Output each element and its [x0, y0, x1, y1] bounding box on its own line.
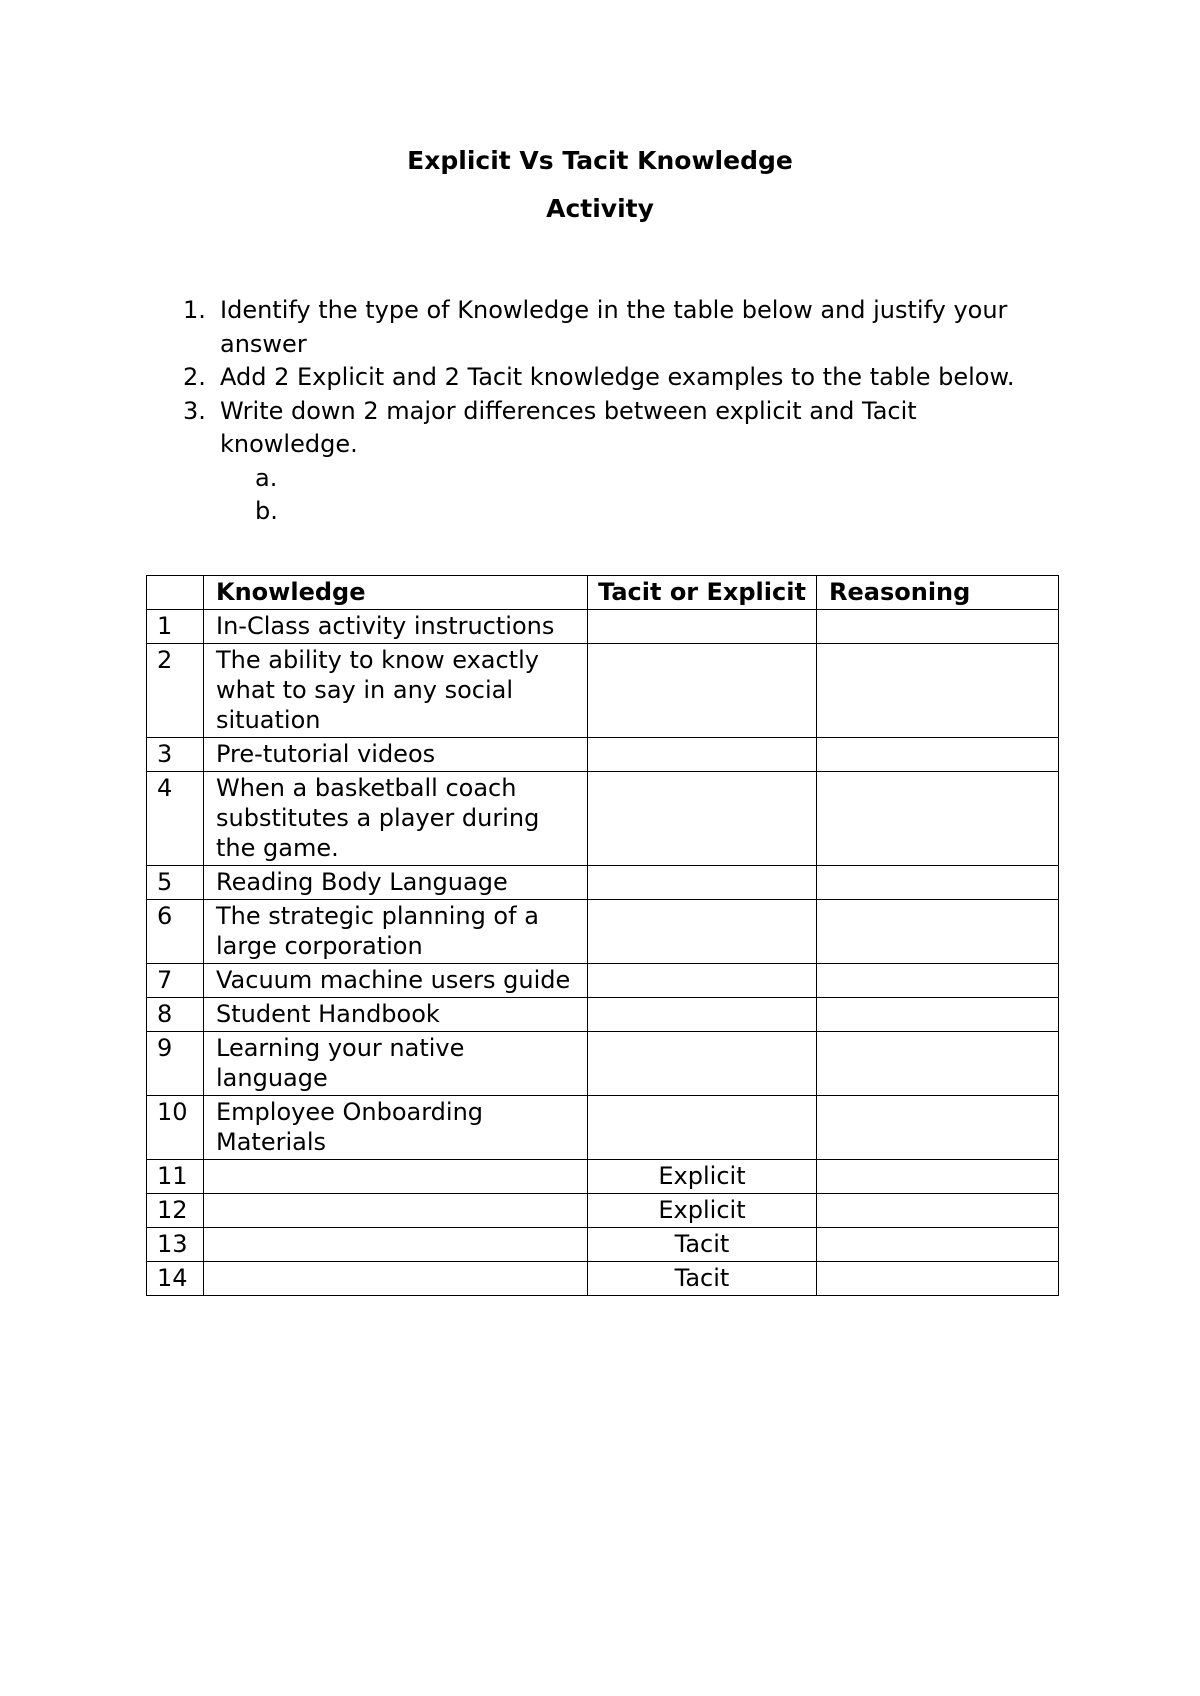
reasoning-cell — [817, 964, 1059, 998]
sub-item-letter: a. — [255, 463, 278, 492]
row-number: 12 — [147, 1194, 204, 1228]
instruction-item — [175, 395, 1045, 462]
knowledge-table — [146, 575, 1059, 1296]
sub-item — [175, 462, 1045, 496]
row-number: 1 — [147, 610, 204, 644]
knowledge-cell: Pre-tutorial videos — [204, 738, 588, 772]
type-cell — [588, 772, 817, 866]
row-number: 6 — [147, 900, 204, 964]
reasoning-cell — [817, 1096, 1059, 1160]
type-cell — [588, 738, 817, 772]
row-number: 9 — [147, 1032, 204, 1096]
table-header-row — [147, 576, 1059, 610]
reasoning-cell — [817, 866, 1059, 900]
header-knowledge: Knowledge — [204, 576, 588, 610]
table-row — [147, 772, 1059, 866]
reasoning-cell — [817, 738, 1059, 772]
reasoning-cell — [817, 1262, 1059, 1296]
row-number: 8 — [147, 998, 204, 1032]
row-number: 4 — [147, 772, 204, 866]
type-cell — [588, 964, 817, 998]
type-cell: Tacit — [588, 1228, 817, 1262]
table-row — [147, 1160, 1059, 1194]
row-number: 10 — [147, 1096, 204, 1160]
instruction-list — [175, 294, 1045, 529]
knowledge-cell: Learning your native language — [204, 1032, 588, 1096]
sub-item — [175, 495, 1045, 529]
type-cell — [588, 900, 817, 964]
row-number: 13 — [147, 1228, 204, 1262]
type-cell: Explicit — [588, 1194, 817, 1228]
type-cell: Explicit — [588, 1160, 817, 1194]
knowledge-cell — [204, 1194, 588, 1228]
knowledge-cell: Student Handbook — [204, 998, 588, 1032]
knowledge-cell — [204, 1262, 588, 1296]
header-number — [147, 576, 204, 610]
reasoning-cell — [817, 1032, 1059, 1096]
row-number: 5 — [147, 866, 204, 900]
sub-item-letter: b. — [255, 497, 278, 525]
instruction-text: Identify the type of Knowledge in the table below and justify your answer — [220, 296, 1008, 358]
type-cell — [588, 998, 817, 1032]
knowledge-cell: Vacuum machine users guide — [204, 964, 588, 998]
instruction-text: Add 2 Explicit and 2 Tacit knowledge examples to the table below. — [220, 363, 1015, 391]
knowledge-cell: In-Class activity instructions — [204, 610, 588, 644]
instruction-item — [175, 294, 1045, 361]
type-cell — [588, 610, 817, 644]
knowledge-cell: The strategic planning of a large corporation — [204, 900, 588, 964]
reasoning-cell — [817, 644, 1059, 738]
knowledge-cell: Employee Onboarding Materials — [204, 1096, 588, 1160]
table-row — [147, 964, 1059, 998]
instruction-number: 2. — [183, 363, 206, 391]
instruction-text: Write down 2 major differences between explicit and Tacit knowledge. — [220, 396, 917, 458]
table-row — [147, 1262, 1059, 1296]
reasoning-cell — [817, 772, 1059, 866]
knowledge-cell: The ability to know exactly what to say in any social situation — [204, 644, 588, 738]
type-cell — [588, 1032, 817, 1096]
table-row — [147, 1194, 1059, 1228]
type-cell — [588, 866, 817, 900]
type-cell: Tacit — [588, 1262, 817, 1296]
knowledge-cell: Reading Body Language — [204, 866, 588, 900]
table-row — [147, 1228, 1059, 1262]
knowledge-cell — [204, 1160, 588, 1194]
row-number: 2 — [147, 644, 204, 738]
header-type: Tacit or Explicit — [588, 576, 817, 610]
document-title: Explicit Vs Tacit Knowledge — [407, 146, 793, 175]
header-reasoning: Reasoning — [817, 576, 1059, 610]
instruction-number: 3. — [183, 396, 206, 425]
knowledge-cell — [204, 1228, 588, 1262]
row-number: 3 — [147, 738, 204, 772]
reasoning-cell — [817, 1194, 1059, 1228]
table-row — [147, 900, 1059, 964]
reasoning-cell — [817, 1228, 1059, 1262]
row-number: 11 — [147, 1160, 204, 1194]
type-cell — [588, 1096, 817, 1160]
table-row — [147, 1032, 1059, 1096]
reasoning-cell — [817, 1160, 1059, 1194]
type-cell — [588, 644, 817, 738]
instruction-item — [175, 361, 1045, 395]
table-row — [147, 644, 1059, 738]
instruction-number: 1. — [183, 296, 206, 324]
table-row — [147, 1096, 1059, 1160]
table-row — [147, 610, 1059, 644]
reasoning-cell — [817, 900, 1059, 964]
table-body — [147, 610, 1059, 1296]
row-number: 14 — [147, 1262, 204, 1296]
table-row — [147, 866, 1059, 900]
document-subtitle: Activity — [546, 194, 654, 223]
knowledge-cell: When a basketball coach substitutes a player during the game. — [204, 772, 588, 866]
table-row — [147, 738, 1059, 772]
reasoning-cell — [817, 610, 1059, 644]
reasoning-cell — [817, 998, 1059, 1032]
table-row — [147, 998, 1059, 1032]
row-number: 7 — [147, 964, 204, 998]
